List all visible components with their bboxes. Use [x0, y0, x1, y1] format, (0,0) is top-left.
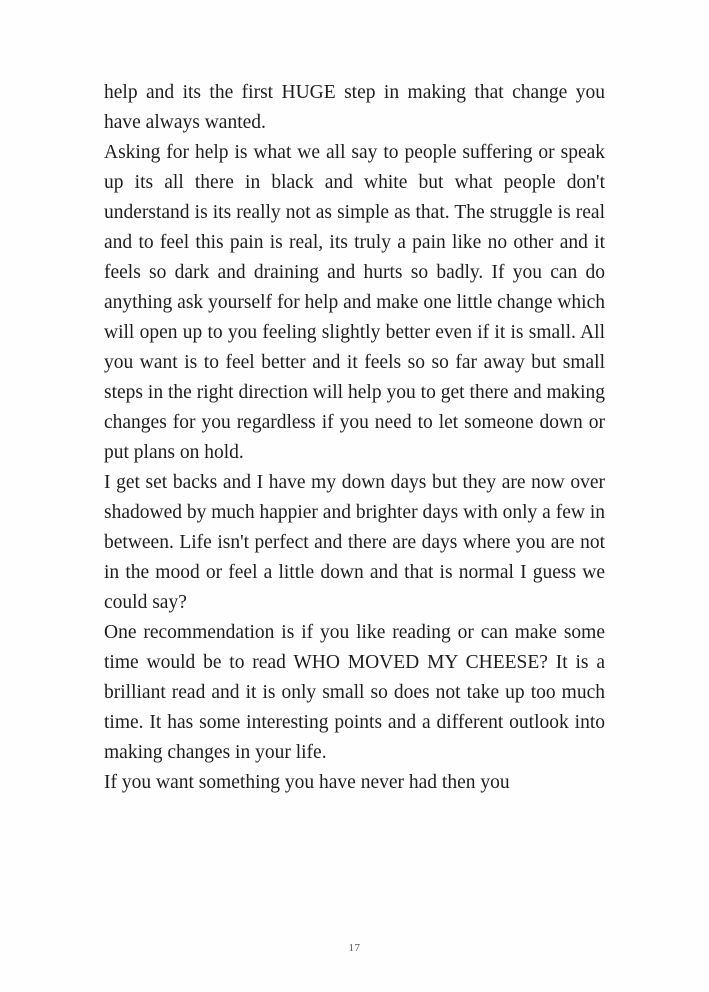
page-text-block	[104, 78, 605, 798]
paragraph-3: I get set backs and I have my down days but they are now over shadowed by much happier and brighter days with only a few in between. Life isn't perfect and there are days where you are not in the mood or feel a little down and that is normal I guess we could say?	[104, 472, 605, 613]
paragraph-5: If you want something you have never had then you	[104, 772, 510, 793]
paragraph-1: help and its the first HUGE step in making that change you have always wanted.	[104, 82, 605, 133]
page-number: 17	[348, 942, 361, 954]
paragraph-2: Asking for help is what we all say to people suffering or speak up its all there in black and white but what people don't understand is its really not as simple as that. The struggle is real and to feel this pain is real, its truly a pain like no other and it feels so dark and draining and hurts so badly. If you can do anything ask yourself for help and make one little change which will open up to you feeling slightly better even if it is small. All you want is to feel better and it feels so so far away but small steps in the right direction will help you to get there and making changes for you regardless if you need to let someone down or put plans on hold.	[104, 142, 605, 463]
paragraph-4: One recommendation is if you like reading or can make some time would be to read WHO MOVED MY CHEESE? It is a brilliant read and it is only small so does not take up too much time. It has some interesting points and a different outlook into making changes in your life.	[104, 622, 605, 763]
